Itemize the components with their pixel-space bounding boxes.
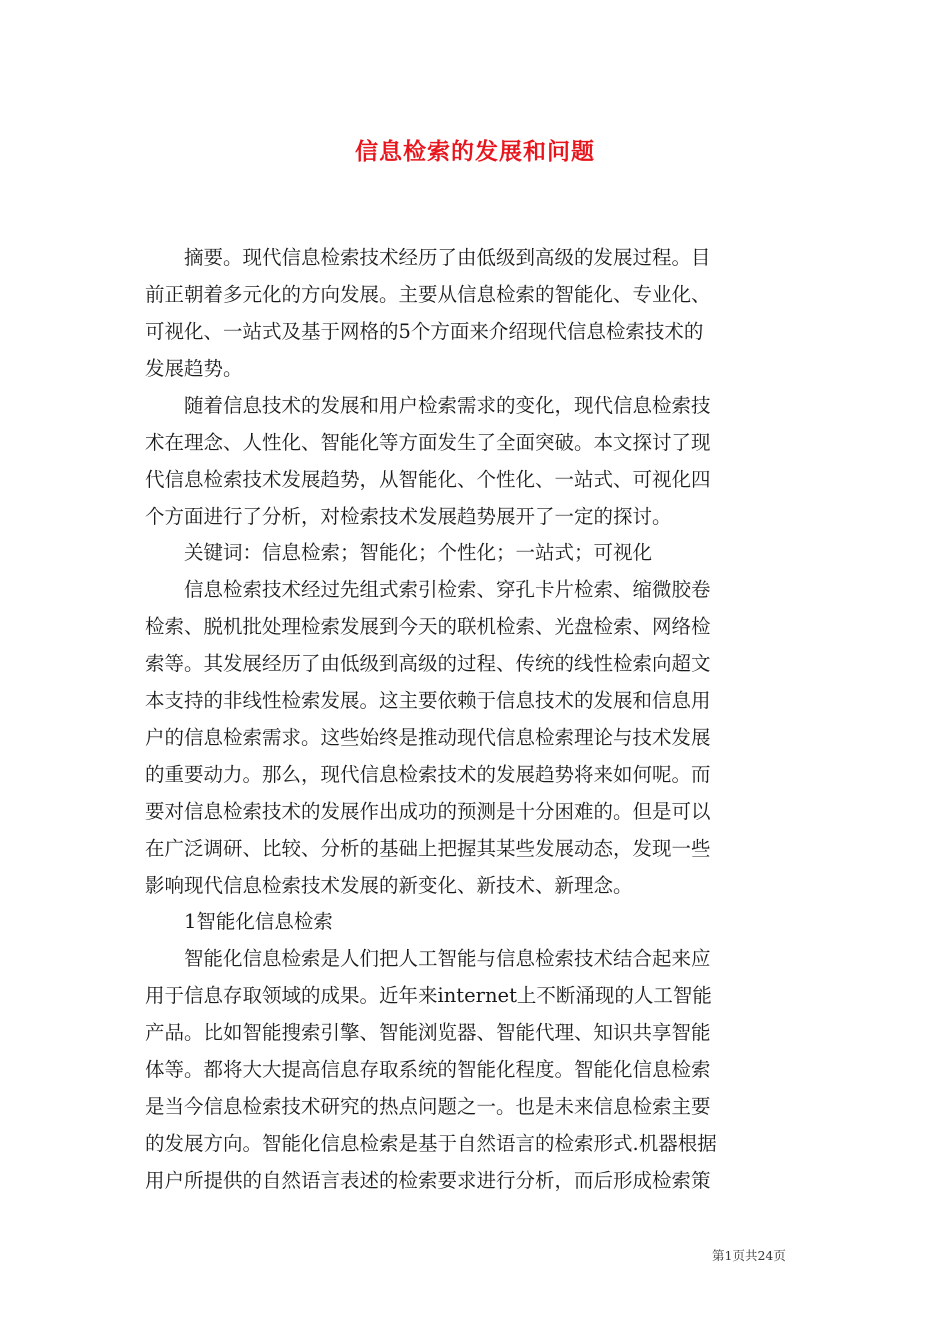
body-line: 要对信息检索技术的发展作出成功的预测是十分困难的。但是可以 (145, 800, 711, 823)
body-line: 在广泛调研、比较、分析的基础上把握其某些发展动态，发现一些 (145, 837, 711, 860)
body-line: 用于信息存取领域的成果。近年来internet上不断涌现的人工智能 (145, 984, 712, 1007)
body-line: 索等。其发展经历了由低级到高级的过程、传统的线性检索向超文 (145, 652, 711, 675)
keywords-line: 关键词：信息检索；智能化；个性化；一站式；可视化 (145, 541, 653, 564)
body-line: 本支持的非线性检索发展。这主要依赖于信息技术的发展和信息用 (145, 689, 711, 712)
body-line: 前正朝着多元化的方向发展。主要从信息检索的智能化、专业化、 (145, 283, 711, 306)
body-line: 的重要动力。那么，现代信息检索技术的发展趋势将来如何呢。而 (145, 763, 711, 786)
body-line: 术在理念、人性化、智能化等方面发生了全面突破。本文探讨了现 (145, 431, 711, 454)
body-line: 智能化信息检索是人们把人工智能与信息检索技术结合起来应 (145, 947, 711, 970)
body-line: 产品。比如智能搜索引擎、智能浏览器、智能代理、知识共享智能 (145, 1021, 711, 1044)
body-line: 个方面进行了分析，对检索技术发展趋势展开了一定的探讨。 (145, 505, 672, 528)
body-line: 发展趋势。 (145, 357, 243, 380)
body-line: 信息检索技术经过先组式索引检索、穿孔卡片检索、缩微胶卷 (145, 578, 711, 601)
body-line: 影响现代信息检索技术发展的新变化、新技术、新理念。 (145, 874, 633, 897)
body-line: 随着信息技术的发展和用户检索需求的变化，现代信息检索技 (145, 394, 711, 417)
body-line: 可视化、一站式及基于网格的5个方面来介绍现代信息检索技术的 (145, 320, 704, 343)
body-line: 的发展方向。智能化信息检索是基于自然语言的检索形式.机器根据 (145, 1132, 717, 1155)
body-line: 体等。都将大大提高信息存取系统的智能化程度。智能化信息检索 (145, 1058, 711, 1081)
body-line: 用户所提供的自然语言表述的检索要求进行分析，而后形成检索策 (145, 1169, 711, 1192)
document-title: 信息检索的发展和问题 (355, 138, 595, 165)
body-line: 是当今信息检索技术研究的热点问题之一。也是未来信息检索主要 (145, 1095, 711, 1118)
body-line: 检索、脱机批处理检索发展到今天的联机检索、光盘检索、网络检 (145, 615, 711, 638)
page-number: 第1页共24页 (712, 1248, 786, 1263)
body-line: 户的信息检索需求。这些始终是推动现代信息检索理论与技术发展 (145, 726, 711, 749)
body-line: 代信息检索技术发展趋势，从智能化、个性化、一站式、可视化四 (145, 468, 711, 491)
section-heading: 1智能化信息检索 (145, 910, 333, 933)
body-line: 摘要。现代信息检索技术经历了由低级到高级的发展过程。目 (145, 246, 711, 269)
